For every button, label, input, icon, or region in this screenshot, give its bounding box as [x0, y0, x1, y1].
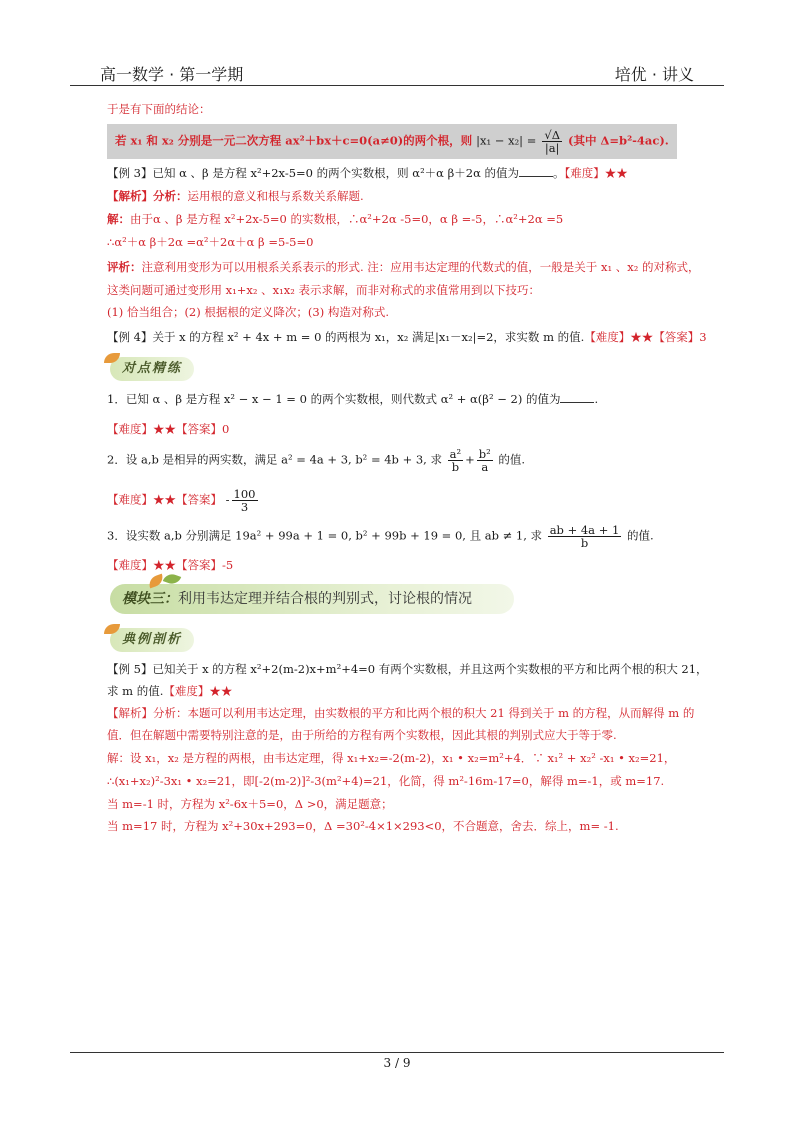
denominator: a	[481, 460, 489, 474]
p1-q-text: 1．已知 α 、β 是方程 x² − x − 1 = 0 的两个实数根，则代数式 α² + α(β² − 2) 的值为	[107, 392, 561, 406]
page-number: 3 / 9	[383, 1056, 411, 1070]
comment-line-1: 注意利用变形为可以用根系关系表示的形式. 注：应用韦达定理的代数式的值，一般是关于 x₁ 、x₂ 的对称式，	[141, 260, 700, 274]
answer-blank	[560, 392, 594, 403]
answer-blank	[519, 166, 553, 177]
analysis-text: 运用根的意义和根与系数关系解题.	[187, 189, 364, 203]
answer-badge: 【答案】3	[653, 330, 707, 344]
example-5-question-1: 【例 5】已知关于 x 的方程 x²+2(m-2)x+m²+4=0 有两个实数根，并且这两个实数根的平方和比两个根的积大 21，	[107, 662, 708, 676]
conclusion-fraction	[542, 129, 562, 154]
example-3-question	[107, 164, 628, 182]
practice-2-meta: 【难度】★★【答案】 - $\frac{100}{3}$	[107, 487, 256, 514]
example-3-analysis	[107, 187, 364, 205]
example-3-comment-2: 这类问题可通过变形用 x₁+x₂ 、x₁x₂ 表示求解，而非对称式的求值常用到以下技巧：	[107, 283, 540, 297]
numerator: ab + 4a + 1	[549, 523, 620, 537]
fraction	[477, 448, 493, 473]
difficulty-badge: 【难度】★★	[564, 166, 628, 180]
intro-text: 于是有下面的结论：	[107, 102, 211, 116]
solution-line-1: 由于α 、β 是方程 x²+2x-5=0 的实数根，∴α²+2α -5=0，α β =-5，∴α²+2α =5	[130, 212, 564, 226]
numerator: 100	[233, 487, 256, 501]
p2-q-text: 2．设 a,b 是相异的两实数，满足 a² = 4a + 3, b² = 4b + 3, 求	[107, 452, 442, 467]
ex3-q-end: 。	[553, 166, 565, 180]
footer-rule	[70, 1052, 724, 1053]
analysis-label: 【解析】分析：	[107, 189, 188, 203]
example-5-solution-2: ∴(x₁+x₂)²-3x₁ • x₂=21，即[-2(m-2)]²-3(m²+4)=21，化简，得 m²-16m-17=0，解得 m=-1，或 m=17.	[107, 774, 665, 788]
practice-1-question	[107, 390, 598, 408]
practice-3-meta: 【难度】★★【答案】-5	[107, 558, 234, 572]
denominator: b	[451, 460, 460, 474]
module-title: 利用韦达定理并结合根的判别式，讨论根的情况	[178, 591, 472, 607]
p3-q-end: 的值.	[626, 528, 654, 543]
example-3-solution-2: ∴α²＋α β＋2α =α²＋2α＋α β =5-5=0	[107, 235, 314, 249]
solution-label: 解：	[107, 212, 130, 226]
p2-q-end: 的值.	[498, 452, 526, 467]
practice-3-question	[107, 524, 654, 549]
conclusion-box	[107, 124, 677, 159]
conclusion-before: 若 x₁ 和 x₂ 分别是一元二次方程 ax²＋bx＋c=0(a≠0)的两个根，则	[115, 133, 473, 148]
ex4-q-text: 【例 4】关于 x 的方程 x² + 4x + m = 0 的两根为 x₁，x₂ 满足|x₁－x₂|=2，求实数 m 的值.	[107, 330, 585, 344]
example-5-analysis-2: 值．但在解题中需要特别注意的是，由于所给的方程有两个实数根，因此其根的判别式应大于等于零.	[107, 728, 617, 742]
example-5-solution-1: 解：设 x₁，x₂ 是方程的两根，由韦达定理，得 x₁+x₂=-2(m-2)，x₁ • x₂=m²+4．∵ x₁² + x₂² -x₁ • x₂=21，	[107, 751, 676, 765]
header-subtitle: 培优 · 讲义	[614, 65, 694, 84]
example-5-question-2	[107, 682, 232, 700]
conclusion-denominator: |a|	[544, 141, 560, 155]
example-3-comment-3: (1) 恰当组合；(2) 根据根的定义降次；(3) 构造对称式.	[107, 305, 389, 319]
p1-q-end: .	[594, 392, 599, 406]
difficulty-badge: 【难度】★★	[584, 330, 654, 344]
conclusion-numerator: √Δ	[544, 128, 561, 142]
p3-q-text: 3．设实数 a,b 分别满足 19a² + 99a + 1 = 0, b² + 99b + 19 = 0, 且 ab ≠ 1, 求	[107, 528, 543, 543]
conclusion-abs: |x₁ − x₂| =	[476, 133, 537, 148]
comment-label: 评析：	[107, 260, 142, 274]
header-rule	[70, 85, 724, 86]
example-3-solution-1	[107, 210, 563, 228]
example-5-solution-3: 当 m=-1 时，方程为 x²-6x＋5=0，Δ >0，满足题意；	[107, 797, 393, 811]
denominator: 3	[240, 500, 249, 514]
answer-fraction	[232, 488, 258, 513]
example-5-solution-4: 当 m=17 时，方程为 x²+30x+293=0，Δ =30²-4×1×293<0，不合题意，舍去．综上，m= -1.	[107, 819, 619, 833]
practice-2-question: 2．设 a,b 是相异的两实数，满足 a² = 4a + 3, b² = 4b + 3, 求 $\frac{\text{a²}}{b}$ + $\frac{\text{b²}}{a}$ 的值.	[107, 447, 526, 474]
difficulty-badge: 【难度】★★	[163, 684, 233, 698]
numerator: b²	[478, 447, 491, 461]
practice-1-meta: 【难度】★★【答案】0	[107, 422, 230, 436]
denominator: b	[580, 536, 589, 550]
example-4-question	[107, 328, 707, 346]
ex3-q-text: 【例 3】已知 α 、β 是方程 x²+2x-5=0 的两个实数根，则 α²＋α β＋2α 的值为	[107, 166, 519, 180]
example-3-comment-1	[107, 258, 699, 276]
conclusion-after: (其中 Δ=b²-4ac).	[568, 133, 669, 148]
example-5-analysis-1: 【解析】分析：本题可以利用韦达定理，由实数根的平方和比两个根的积大 21 得到关于 m 的方程，从而解得 m 的	[107, 706, 695, 720]
p2-meta-text: 【难度】★★【答案】	[107, 492, 222, 507]
ex5-q2-text: 求 m 的值.	[107, 684, 164, 698]
numerator: a²	[449, 447, 462, 461]
example-section-tag: 典例剖析	[110, 628, 194, 652]
fraction	[448, 448, 463, 473]
fraction	[548, 524, 622, 549]
practice-section-tag: 对点精练	[110, 357, 194, 381]
module-lead: 模块三：	[122, 591, 178, 607]
module-banner	[110, 584, 514, 614]
header-title: 高一数学 · 第一学期	[100, 65, 244, 84]
